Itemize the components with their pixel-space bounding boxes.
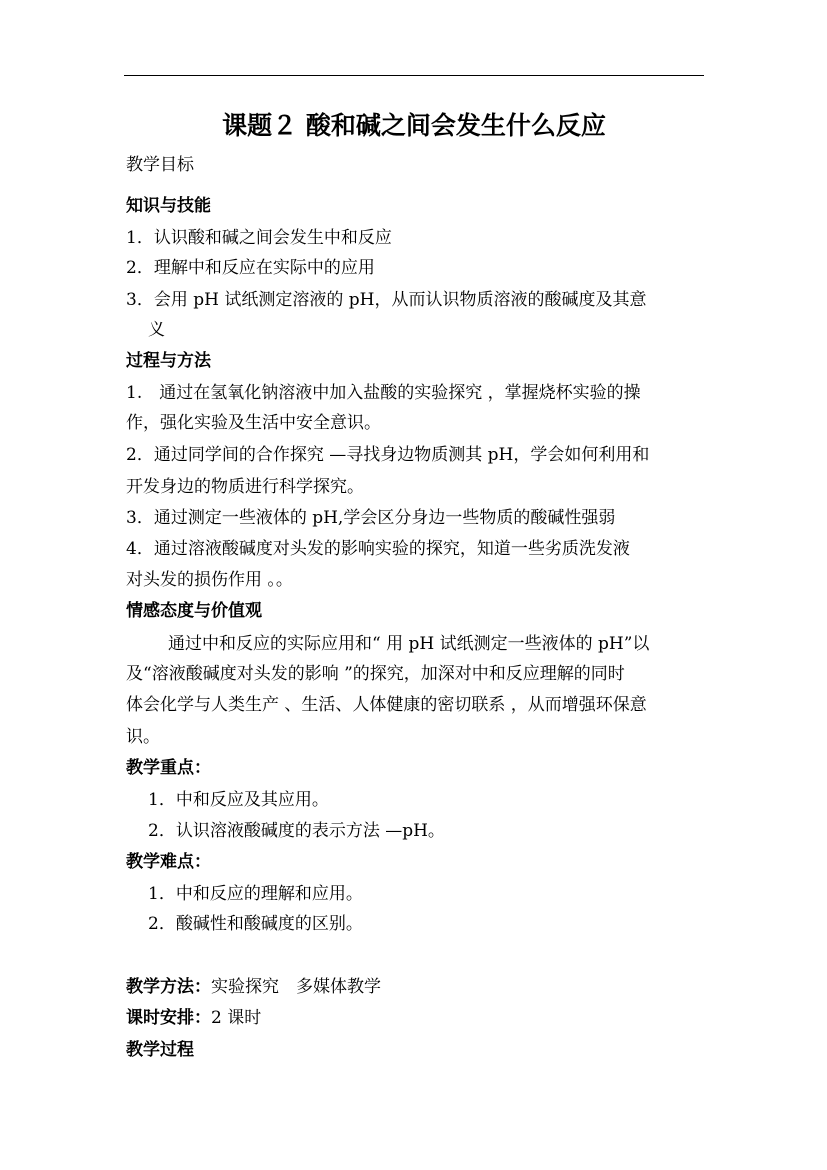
process-line: 对头发的损伤作用 。。 [126,570,293,590]
header-rule [124,75,704,76]
schedule-label: 课时安排： [126,1008,211,1028]
page-title: 课题２ 酸和碱之间会发生什么反应 [222,111,606,140]
process-line: 3．通过测定一些液体的 pH,学会区分身边一些物质的酸碱性强弱 [126,508,616,528]
knowledge-item: 3．会用 pH 试纸测定溶液的 pH，从而认识物质溶液的酸碱度及其意 [126,290,647,310]
schedule-line [126,1008,716,1028]
attitude-heading: 情感态度与价值观 [126,601,262,621]
knowledge-item: 1．认识酸和碱之间会发生中和反应 [126,228,392,248]
difficulty-item: 2．酸碱性和酸碱度的区别。 [148,914,363,934]
attitude-line: 及“溶液酸碱度对头发的影响 ”的探究，加深对中和反应理解的同时 [126,664,625,684]
attitude-line: 体会化学与人类生产 、生活、人体健康的密切联系 ，从而增强环保意 [126,695,647,715]
methods-label: 教学方法： [126,977,211,997]
knowledge-item: 2．理解中和反应在实际中的应用 [126,258,375,278]
objectives-heading: 教学目标 [126,155,194,175]
knowledge-item-continuation: 义 [148,320,165,340]
difficulties-heading: 教学难点： [126,852,211,872]
process-line: 作，强化实验及生活中安全意识。 [126,413,381,433]
schedule-value: 2 课时 [211,1008,262,1028]
process-steps-heading: 教学过程 [126,1040,194,1060]
process-heading: 过程与方法 [126,351,211,371]
difficulty-item: 1．中和反应的理解和应用。 [148,884,363,904]
knowledge-heading: 知识与技能 [126,196,211,216]
key-point-item: 1．中和反应及其应用。 [148,790,329,810]
methods-line [126,977,716,997]
key-points-heading: 教学重点： [126,758,211,778]
methods-value: 实验探究 多媒体教学 [211,977,381,997]
attitude-line: 通过中和反应的实际应用和“ 用 pH 试纸测定一些液体的 pH”以 [168,634,650,654]
process-line: 2．通过同学间的合作探究 —寻找身边物质测其 pH，学会如何利用和 [126,445,650,465]
attitude-line: 识。 [126,727,160,747]
key-point-item: 2．认识溶液酸碱度的表示方法 —pH。 [148,821,445,841]
process-line: 1. 通过在氢氧化钠溶液中加入盐酸的实验探究 ，掌握烧杯实验的操 [126,383,641,403]
process-line: 开发身边的物质进行科学探究。 [126,477,364,497]
process-line: 4．通过溶液酸碱度对头发的影响实验的探究，知道一些劣质洗发液 [126,539,630,559]
